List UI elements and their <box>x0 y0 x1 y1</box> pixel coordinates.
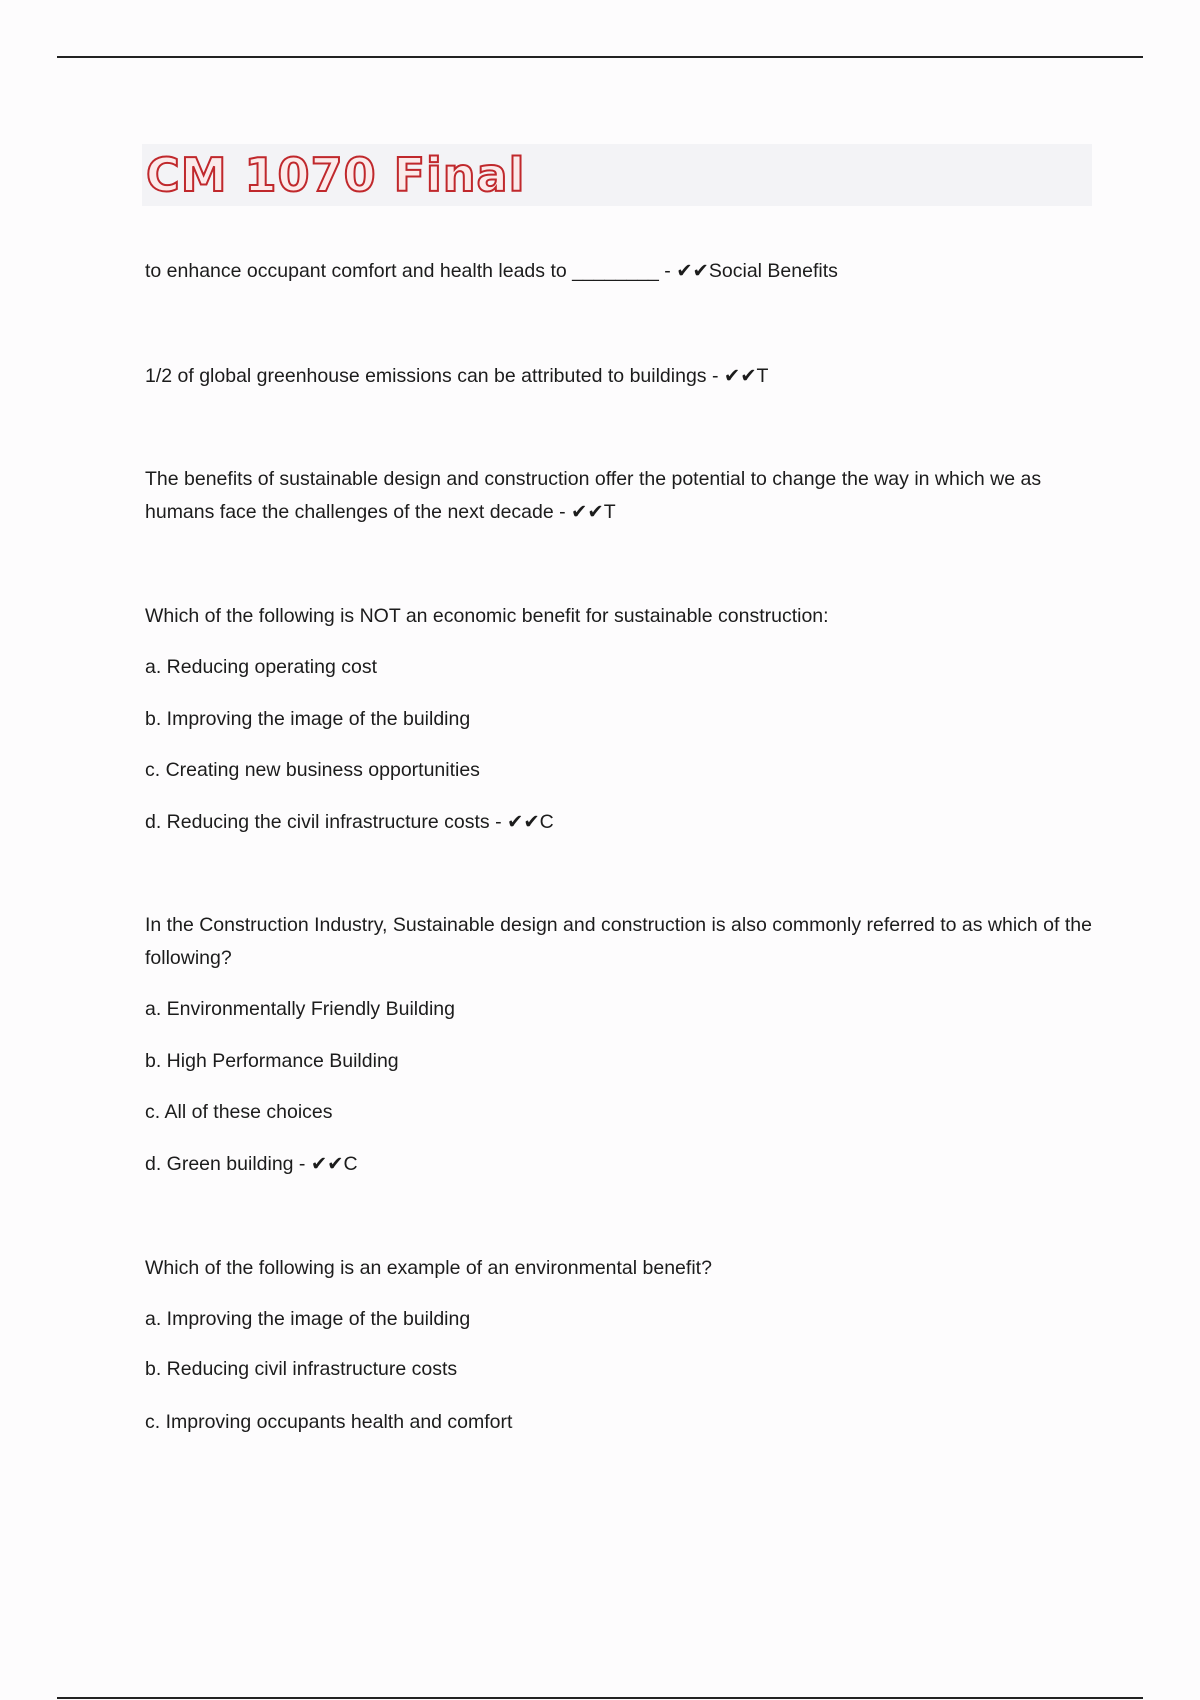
statement-social-benefits: to enhance occupant comfort and health leads to ________ - ✔✔Social Benefits <box>145 260 838 282</box>
option-c: c. All of these choices <box>145 1101 333 1123</box>
question-economic-benefit: Which of the following is NOT an economic benefit for sustainable construction: <box>145 605 829 627</box>
option-a: a. Environmentally Friendly Building <box>145 998 455 1020</box>
statement-greenhouse-emissions: 1/2 of global greenhouse emissions can be attributed to buildings - ✔✔T <box>145 365 769 387</box>
title-banner <box>142 144 1092 206</box>
question-environmental-benefit: Which of the following is an example of an environmental benefit? <box>145 1257 712 1279</box>
header-rule <box>57 56 1143 58</box>
option-d-answer: d. Green building - ✔✔C <box>145 1153 358 1175</box>
option-d-answer: d. Reducing the civil infrastructure costs - ✔✔C <box>145 811 554 833</box>
option-a: a. Improving the image of the building <box>145 1308 471 1330</box>
option-a: a. Reducing operating cost <box>145 656 377 678</box>
document-title: CM 1070 Final <box>146 148 526 202</box>
option-b: b. Improving the image of the building <box>145 708 471 730</box>
option-c: c. Creating new business opportunities <box>145 759 480 781</box>
footer-rule <box>57 1697 1143 1699</box>
question-sustainable-design-name: In the Construction Industry, Sustainable design and construction is also commonly referred to as which of the following? <box>145 914 1092 969</box>
option-c: c. Improving occupants health and comfort <box>145 1411 513 1433</box>
statement-sustainable-design-benefits: The benefits of sustainable design and construction offer the potential to change the way in which we as humans face the challenges of the next decade - ✔✔T <box>145 468 1042 523</box>
option-b: b. Reducing civil infrastructure costs <box>145 1358 458 1380</box>
option-b: b. High Performance Building <box>145 1050 399 1072</box>
